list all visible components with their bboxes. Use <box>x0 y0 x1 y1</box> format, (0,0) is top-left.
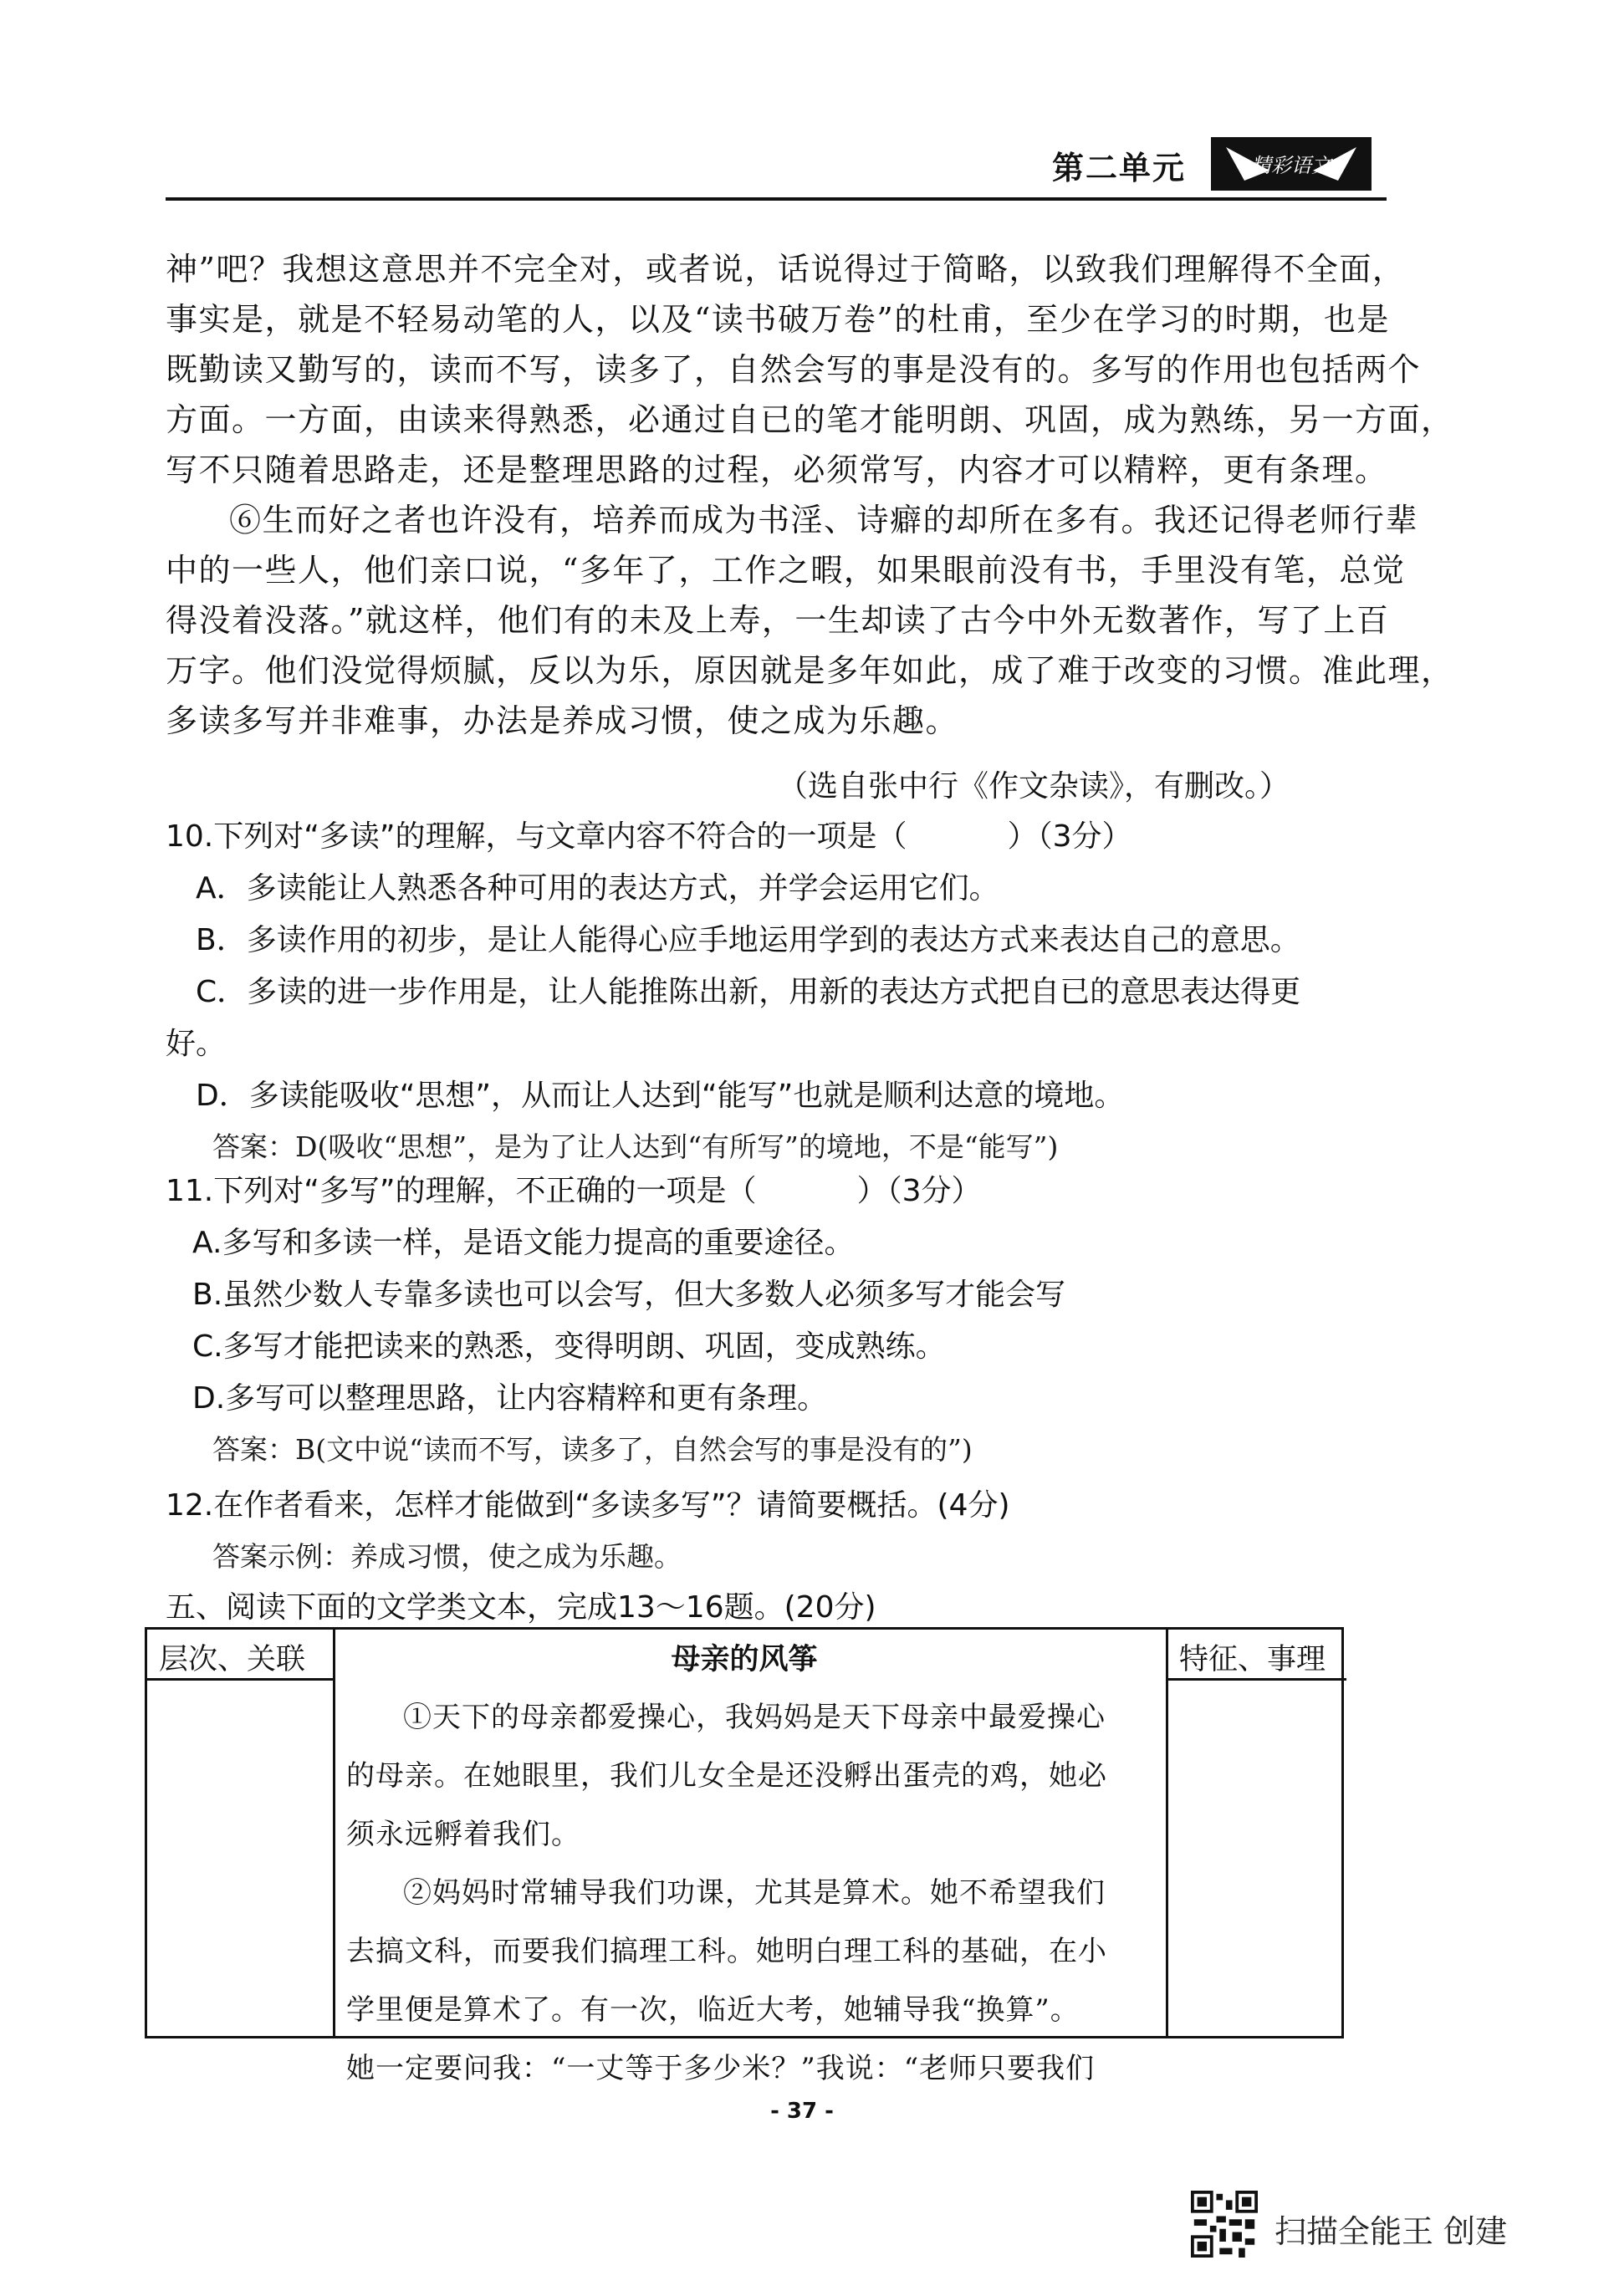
story-text <box>346 1688 1149 2098</box>
answer-text: 答案：B(文中说“读而不写，读多了，自然会写的事是没有的”) <box>212 1433 973 1466</box>
question-stem <box>166 811 1387 863</box>
header-divider <box>166 197 1387 201</box>
reading-table <box>145 1627 1344 2085</box>
option-d: D．多读能吸收“思想”，从而让人达到“能写”也就是顺利达意的境地。 <box>196 1079 1125 1113</box>
table-divider <box>333 1630 335 2036</box>
svg-text:精彩语文: 精彩语文 <box>1251 154 1331 177</box>
story-title: 母亲的风筝 <box>671 1643 818 1676</box>
table-divider <box>147 1678 333 1681</box>
passage-line: 得没着没落。”就这样，他们有的未及上寿，一生却读了古今中外无数著作，写了上百 <box>166 602 1390 639</box>
option-a: A．多读能让人熟悉各种可用的表达方式，并学会运用它们。 <box>196 871 999 906</box>
question-stem-text: 11.下列对“多写”的理解，不正确的一项是（ <box>166 1174 757 1208</box>
passage-line: 万字。他们没觉得烦腻，反以为乐，原因就是多年如此，成了难于改变的习惯。准此理， <box>166 652 1454 689</box>
page-number: - 37 - <box>770 2099 834 2124</box>
passage-line: 中的一些人，他们亲口说，“多年了，工作之暇，如果眼前没有书，手里没有笔，总觉 <box>166 552 1406 589</box>
story-line: ①天下的母亲都爱操心，我妈妈是天下母亲中最爱操心 <box>403 1701 1106 1734</box>
story-line: 去搞文科，而要我们搞理工科。她明白理工科的基础，在小 <box>346 1935 1107 1968</box>
question-points: ）（3分） <box>1007 819 1132 854</box>
answer-text: 答案：D(吸收“思想”，是为了让人达到“有所写”的境地，不是“能写”) <box>212 1130 1059 1163</box>
story-line: 她一定要问我：“一丈等于多少米？”我说：“老师只要我们 <box>346 2052 1096 2085</box>
passage-line: 方面。一方面，由读来得熟悉，必通过自已的笔才能明朗、巩固，成为熟练，另一方面， <box>166 401 1454 438</box>
option-b: B.虽然少数人专靠多读也可以会写，但大多数人必须多写才能会写 <box>192 1278 1066 1312</box>
question-stem-text: 10.下列对“多读”的理解，与文章内容不符合的一项是（ <box>166 819 907 854</box>
scanner-watermark <box>1191 2191 1550 2258</box>
passage-line: 既勤读又勤写的，读而不写，读多了，自然会写的事是没有的。多写的作用也包括两个 <box>166 351 1422 388</box>
question-points: ）（3分） <box>856 1174 982 1208</box>
option-b: B．多读作用的初步，是让人能得心应手地运用学到的表达方式来表达自己的意思。 <box>196 923 1300 957</box>
answer-text: 答案示例：养成习惯，使之成为乐趣。 <box>212 1540 682 1573</box>
unit-logo-icon <box>1211 137 1372 191</box>
passage-source: （选自张中行《作文杂读》，有删改。） <box>778 769 1290 804</box>
story-line: 的母亲。在她眼里，我们儿女全是还没孵出蛋壳的鸡，她必 <box>346 1759 1107 1793</box>
section-heading: 五、阅读下面的文学类文本，完成13～16题。(20分) <box>166 1590 876 1625</box>
question-11 <box>166 1166 1387 1475</box>
passage-line: ⑥生而好之者也许没有，培养而成为书淫、诗癖的却所在多有。我还记得老师行辈 <box>229 502 1419 538</box>
table-divider <box>1166 1630 1168 2036</box>
question-stem: 12.在作者看来，怎样才能做到“多读多写”？请简要概括。(4分) <box>166 1488 1010 1523</box>
story-line: ②妈妈时常辅导我们功课，尤其是算术。她不希望我们 <box>403 1876 1106 1910</box>
unit-title: 第二单元 <box>1052 150 1187 186</box>
passage-line: 神”吧？我想这意思并不完全对，或者说，话说得过于简略，以致我们理解得不全面， <box>166 251 1406 288</box>
option-c-continued: 好。 <box>166 1027 227 1061</box>
option-d: D.多写可以整理思路，让内容精粹和更有条理。 <box>192 1381 828 1416</box>
column-header-features: 特征、事理 <box>1179 1643 1326 1676</box>
table-divider <box>1166 1678 1346 1681</box>
passage <box>166 244 1454 746</box>
passage-line: 写不只随着思路走，还是整理思路的过程，必须常写，内容才可以精粹，更有条理。 <box>166 452 1388 488</box>
passage-line: 多读多写并非难事，办法是养成习惯，使之成为乐趣。 <box>166 702 959 739</box>
option-c: C.多写才能把读来的熟悉，变得明朗、巩固，变成熟练。 <box>192 1329 946 1364</box>
passage-line: 事实是，就是不轻易动笔的人，以及“读书破万卷”的杜甫，至少在学习的时期，也是 <box>166 301 1390 338</box>
question-10 <box>166 811 1387 1172</box>
option-a: A.多写和多读一样，是语文能力提高的重要途径。 <box>192 1226 855 1260</box>
question-stem <box>166 1166 1387 1217</box>
question-12 <box>166 1480 1387 1582</box>
story-line: 须永远孵着我们。 <box>346 1818 580 1851</box>
story-line: 学里便是算术了。有一次，临近大考，她辅导我“换算”。 <box>346 1993 1080 2027</box>
qr-code-icon <box>1191 2191 1258 2258</box>
option-c: C．多读的进一步作用是，让人能推陈出新，用新的表达方式把自已的意思表达得更 <box>196 975 1301 1009</box>
column-header-structure: 层次、关联 <box>159 1643 306 1676</box>
watermark-text: 扫描全能王 创建 <box>1275 2213 1508 2250</box>
